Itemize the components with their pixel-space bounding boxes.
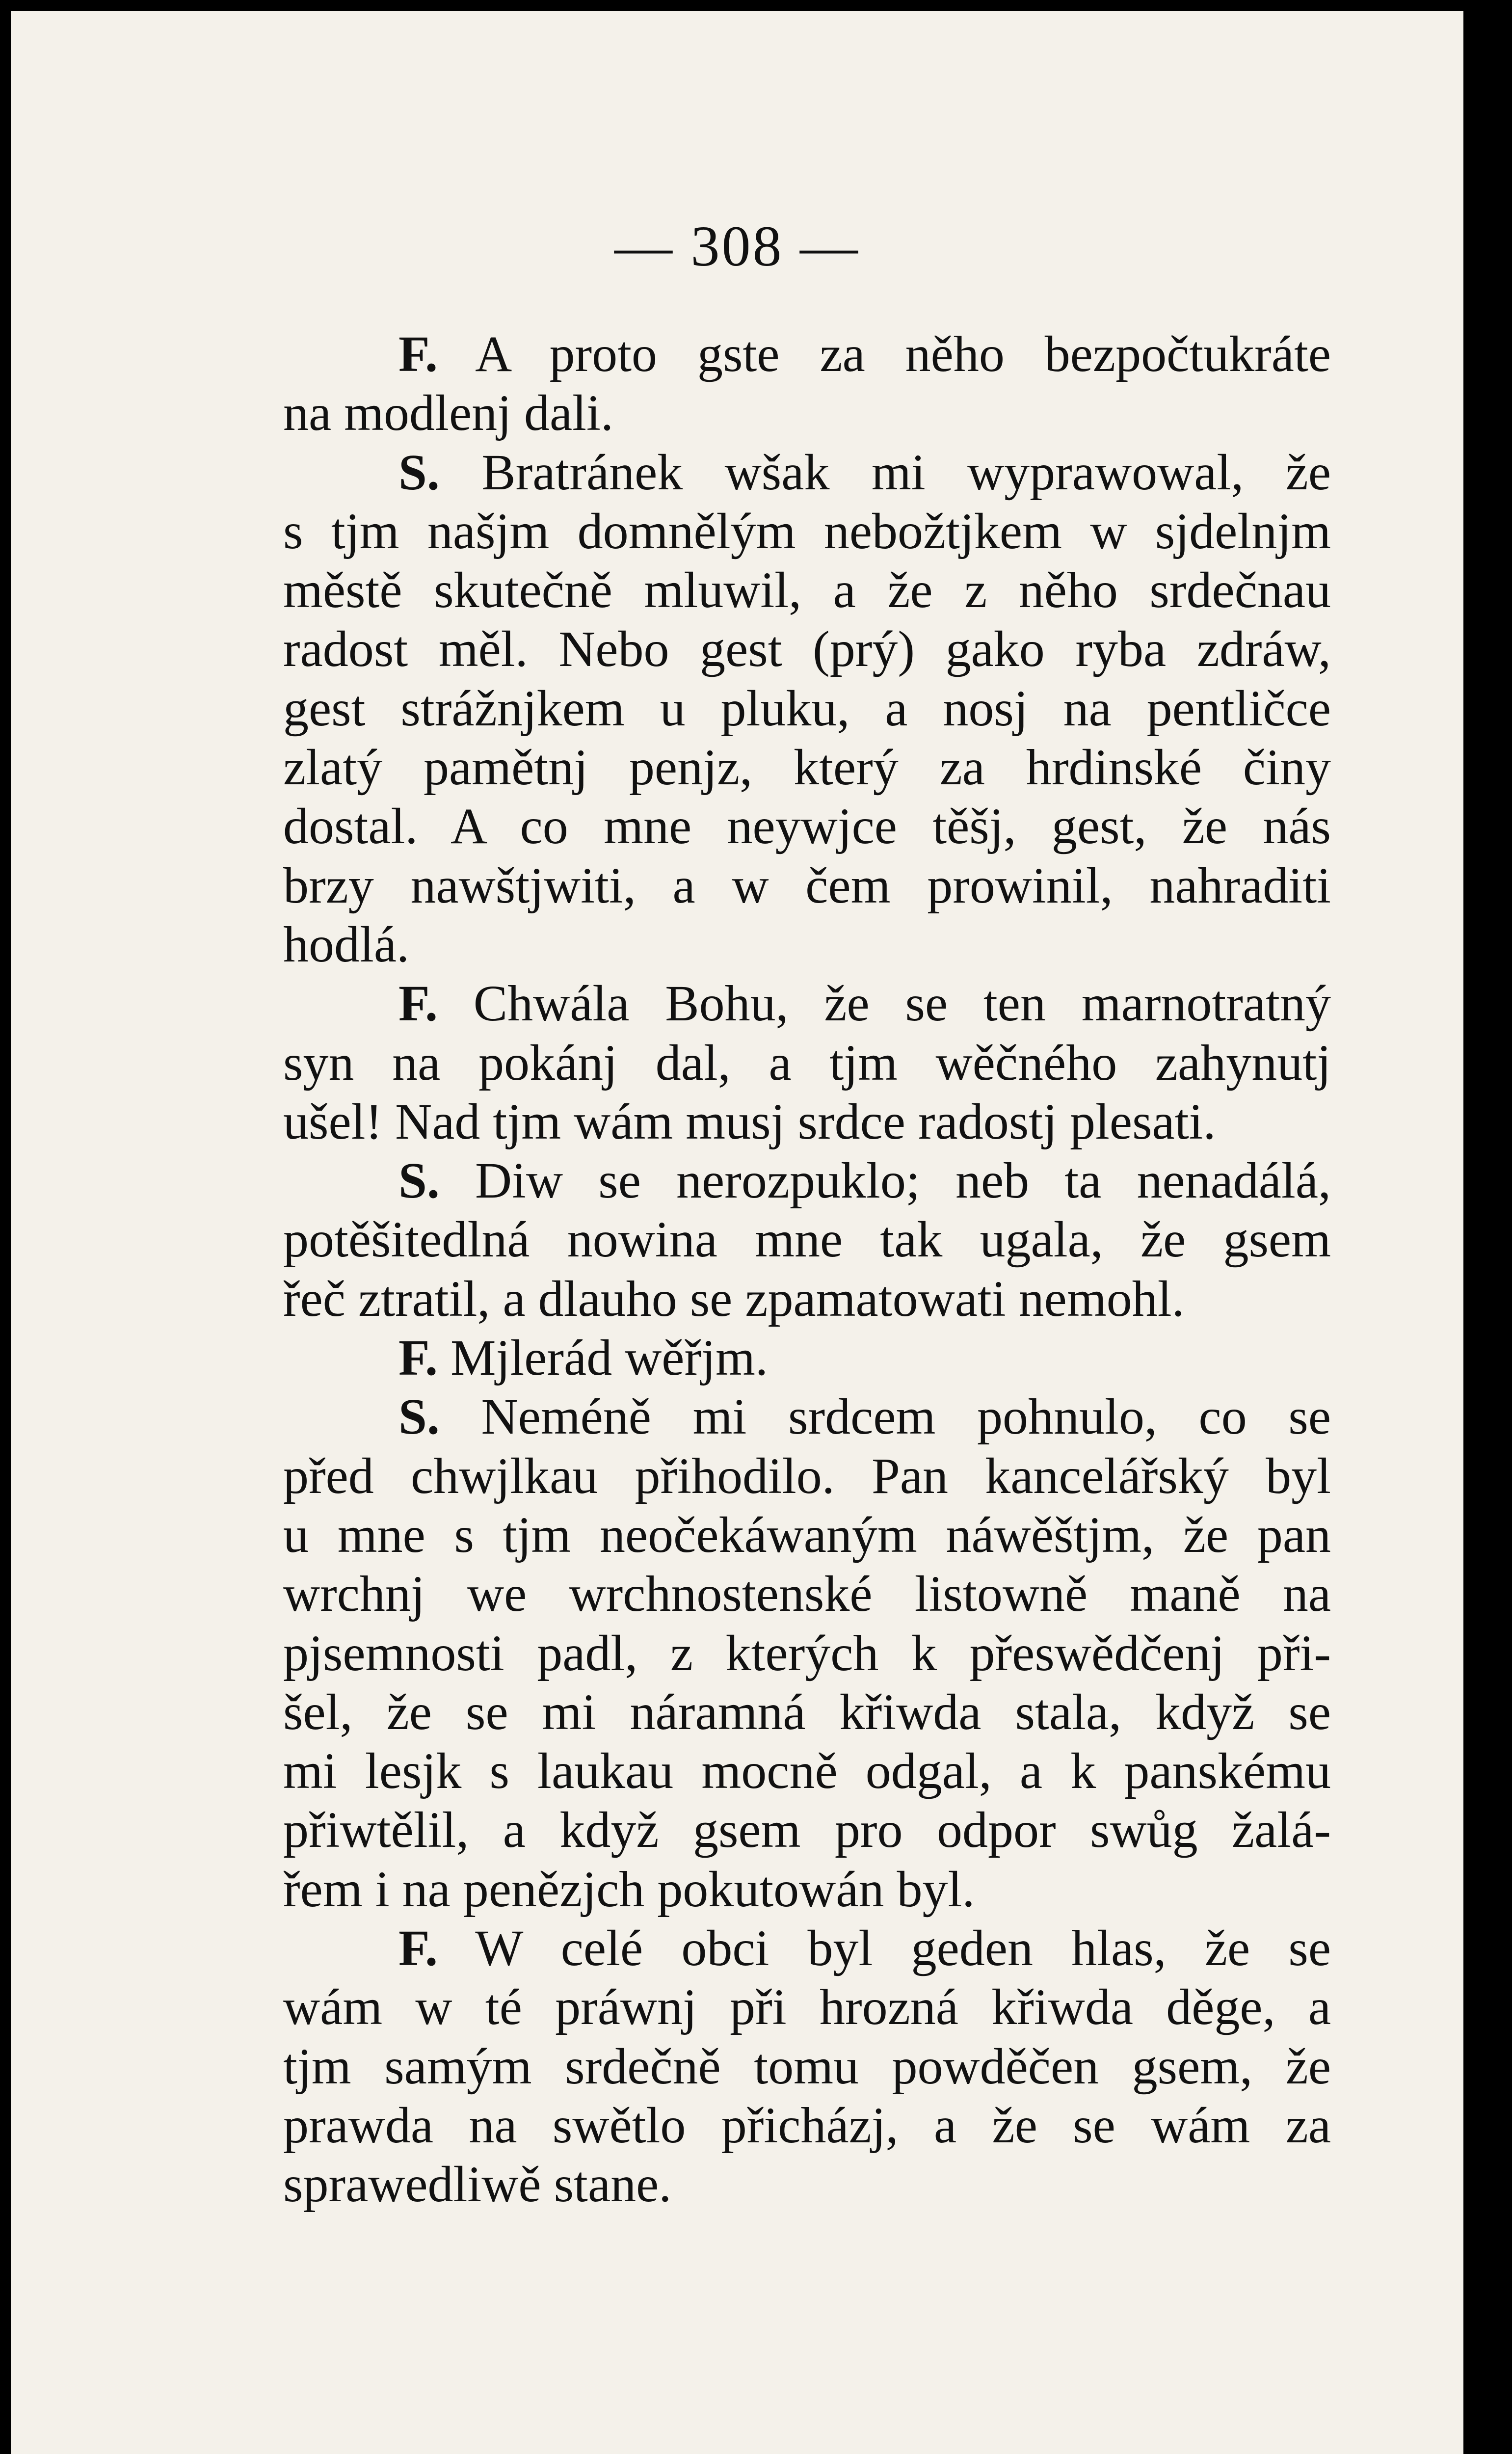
line-text: pjsemnosti padl, z kterých k přeswědčenj při- [283,1625,1331,1681]
text-line [283,1093,1331,1151]
line-text: prawda na swětlo přicházj, a že se wám za [283,2097,1331,2154]
text-line [283,1683,1331,1742]
text-line [283,974,1331,1033]
text-line [283,797,1331,856]
text-line [283,620,1331,679]
speaker-label: S. [398,444,440,501]
line-text: wrchnj we wrchnostenské listowně maně na [283,1566,1331,1623]
line-text: Mjlerád wěřjm. [437,1330,768,1387]
line-text: W celé obci byl geden hlas, že se [437,1920,1331,1977]
line-text: s tjm našjm domnělým nebožtjkem w sjdelnjm [283,503,1331,560]
text-line [283,2096,1331,2155]
text-line [283,1034,1331,1093]
line-text: syn na pokánj dal, a tjm wěčného zahynutj [283,1034,1331,1091]
line-text: sprawedliwě stane. [283,2156,672,2213]
line-text: dostal. A co mne neywjce těšj, gest, že nás [283,798,1331,855]
line-text: Neméně mi srdcem pohnulo, co se [439,1388,1331,1445]
line-text: wám w té práwnj při hrozná křiwda děge, a [283,1979,1331,2036]
line-text: zlatý pamětnj penjz, který za hrdinské činy [283,739,1331,796]
line-text: na modlenj dali. [283,385,613,442]
page-number: — 308 — [614,214,860,278]
text-line [283,443,1331,502]
text-line [283,1210,1331,1269]
speaker-label: F. [398,1920,438,1977]
line-text: radost měl. Nebo gest (prý) gako ryba zdráw, [283,621,1331,678]
text-line [283,561,1331,620]
text-line [283,1387,1331,1446]
text-line [283,738,1331,797]
speaker-label: F. [398,1330,438,1387]
speaker-label: F. [398,975,438,1032]
text-line [283,1329,1331,1387]
text-line [283,1742,1331,1801]
line-text: potěšitedlná nowina mne tak ugala, že gsem [283,1211,1331,1268]
speaker-label: F. [398,326,438,382]
line-text: městě skutečně mluwil, a že z něho srdečnau [283,562,1331,619]
book-page [11,11,1463,2454]
line-text: řeč ztratil, a dlauho se zpamatowati nemohl. [283,1270,1185,1327]
text-line [283,502,1331,561]
text-line [283,1860,1331,1919]
speaker-label: S. [398,1388,440,1445]
line-text: ušel! Nad tjm wám musj srdce radostj plesati. [283,1093,1216,1150]
text-line [283,1151,1331,1210]
line-text: Bratránek wšak mi wyprawowal, že [439,444,1331,501]
text-line [283,325,1331,384]
text-line [283,915,1331,974]
text-line [283,384,1331,443]
text-line [283,1978,1331,2037]
line-text: Diw se nerozpuklo; neb ta nenadálá, [439,1152,1331,1209]
text-line [283,1270,1331,1329]
text-line [283,2037,1331,2096]
text-line [283,1919,1331,1978]
text-line [283,1801,1331,1860]
text-line [283,856,1331,915]
line-text: před chwjlkau přihodilo. Pan kancelářský byl [283,1447,1331,1504]
text-line [283,679,1331,738]
speaker-label: S. [398,1152,440,1209]
line-text: mi lesjk s laukau mocně odgal, a k panskému [283,1743,1331,1800]
text-line [283,1506,1331,1565]
line-text: A proto gste za něho bezpočtukráte [437,326,1331,382]
line-text: u mne s tjm neočekáwaným náwěštjm, že pan [283,1506,1331,1563]
line-text: brzy nawštjwiti, a w čem prowinil, nahraditi [283,857,1331,914]
text-line [283,2155,1331,2214]
text-line [283,1447,1331,1506]
dialogue-text [283,325,1331,2214]
line-text: šel, že se mi náramná křiwda stala, když se [283,1683,1331,1740]
line-text: Chwála Bohu, že se ten marnotratný [437,975,1331,1032]
line-text: gest strážnjkem u pluku, a nosj na pentličce [283,680,1331,737]
line-text: hodlá. [283,916,410,973]
line-text: přiwtělil, a když gsem pro odpor swůg žalá- [283,1802,1331,1859]
text-line [283,1624,1331,1683]
text-line [283,1565,1331,1624]
line-text: řem i na penězjch pokutowán byl. [283,1861,975,1918]
line-text: tjm samým srdečně tomu powděčen gsem, že [283,2038,1331,2095]
